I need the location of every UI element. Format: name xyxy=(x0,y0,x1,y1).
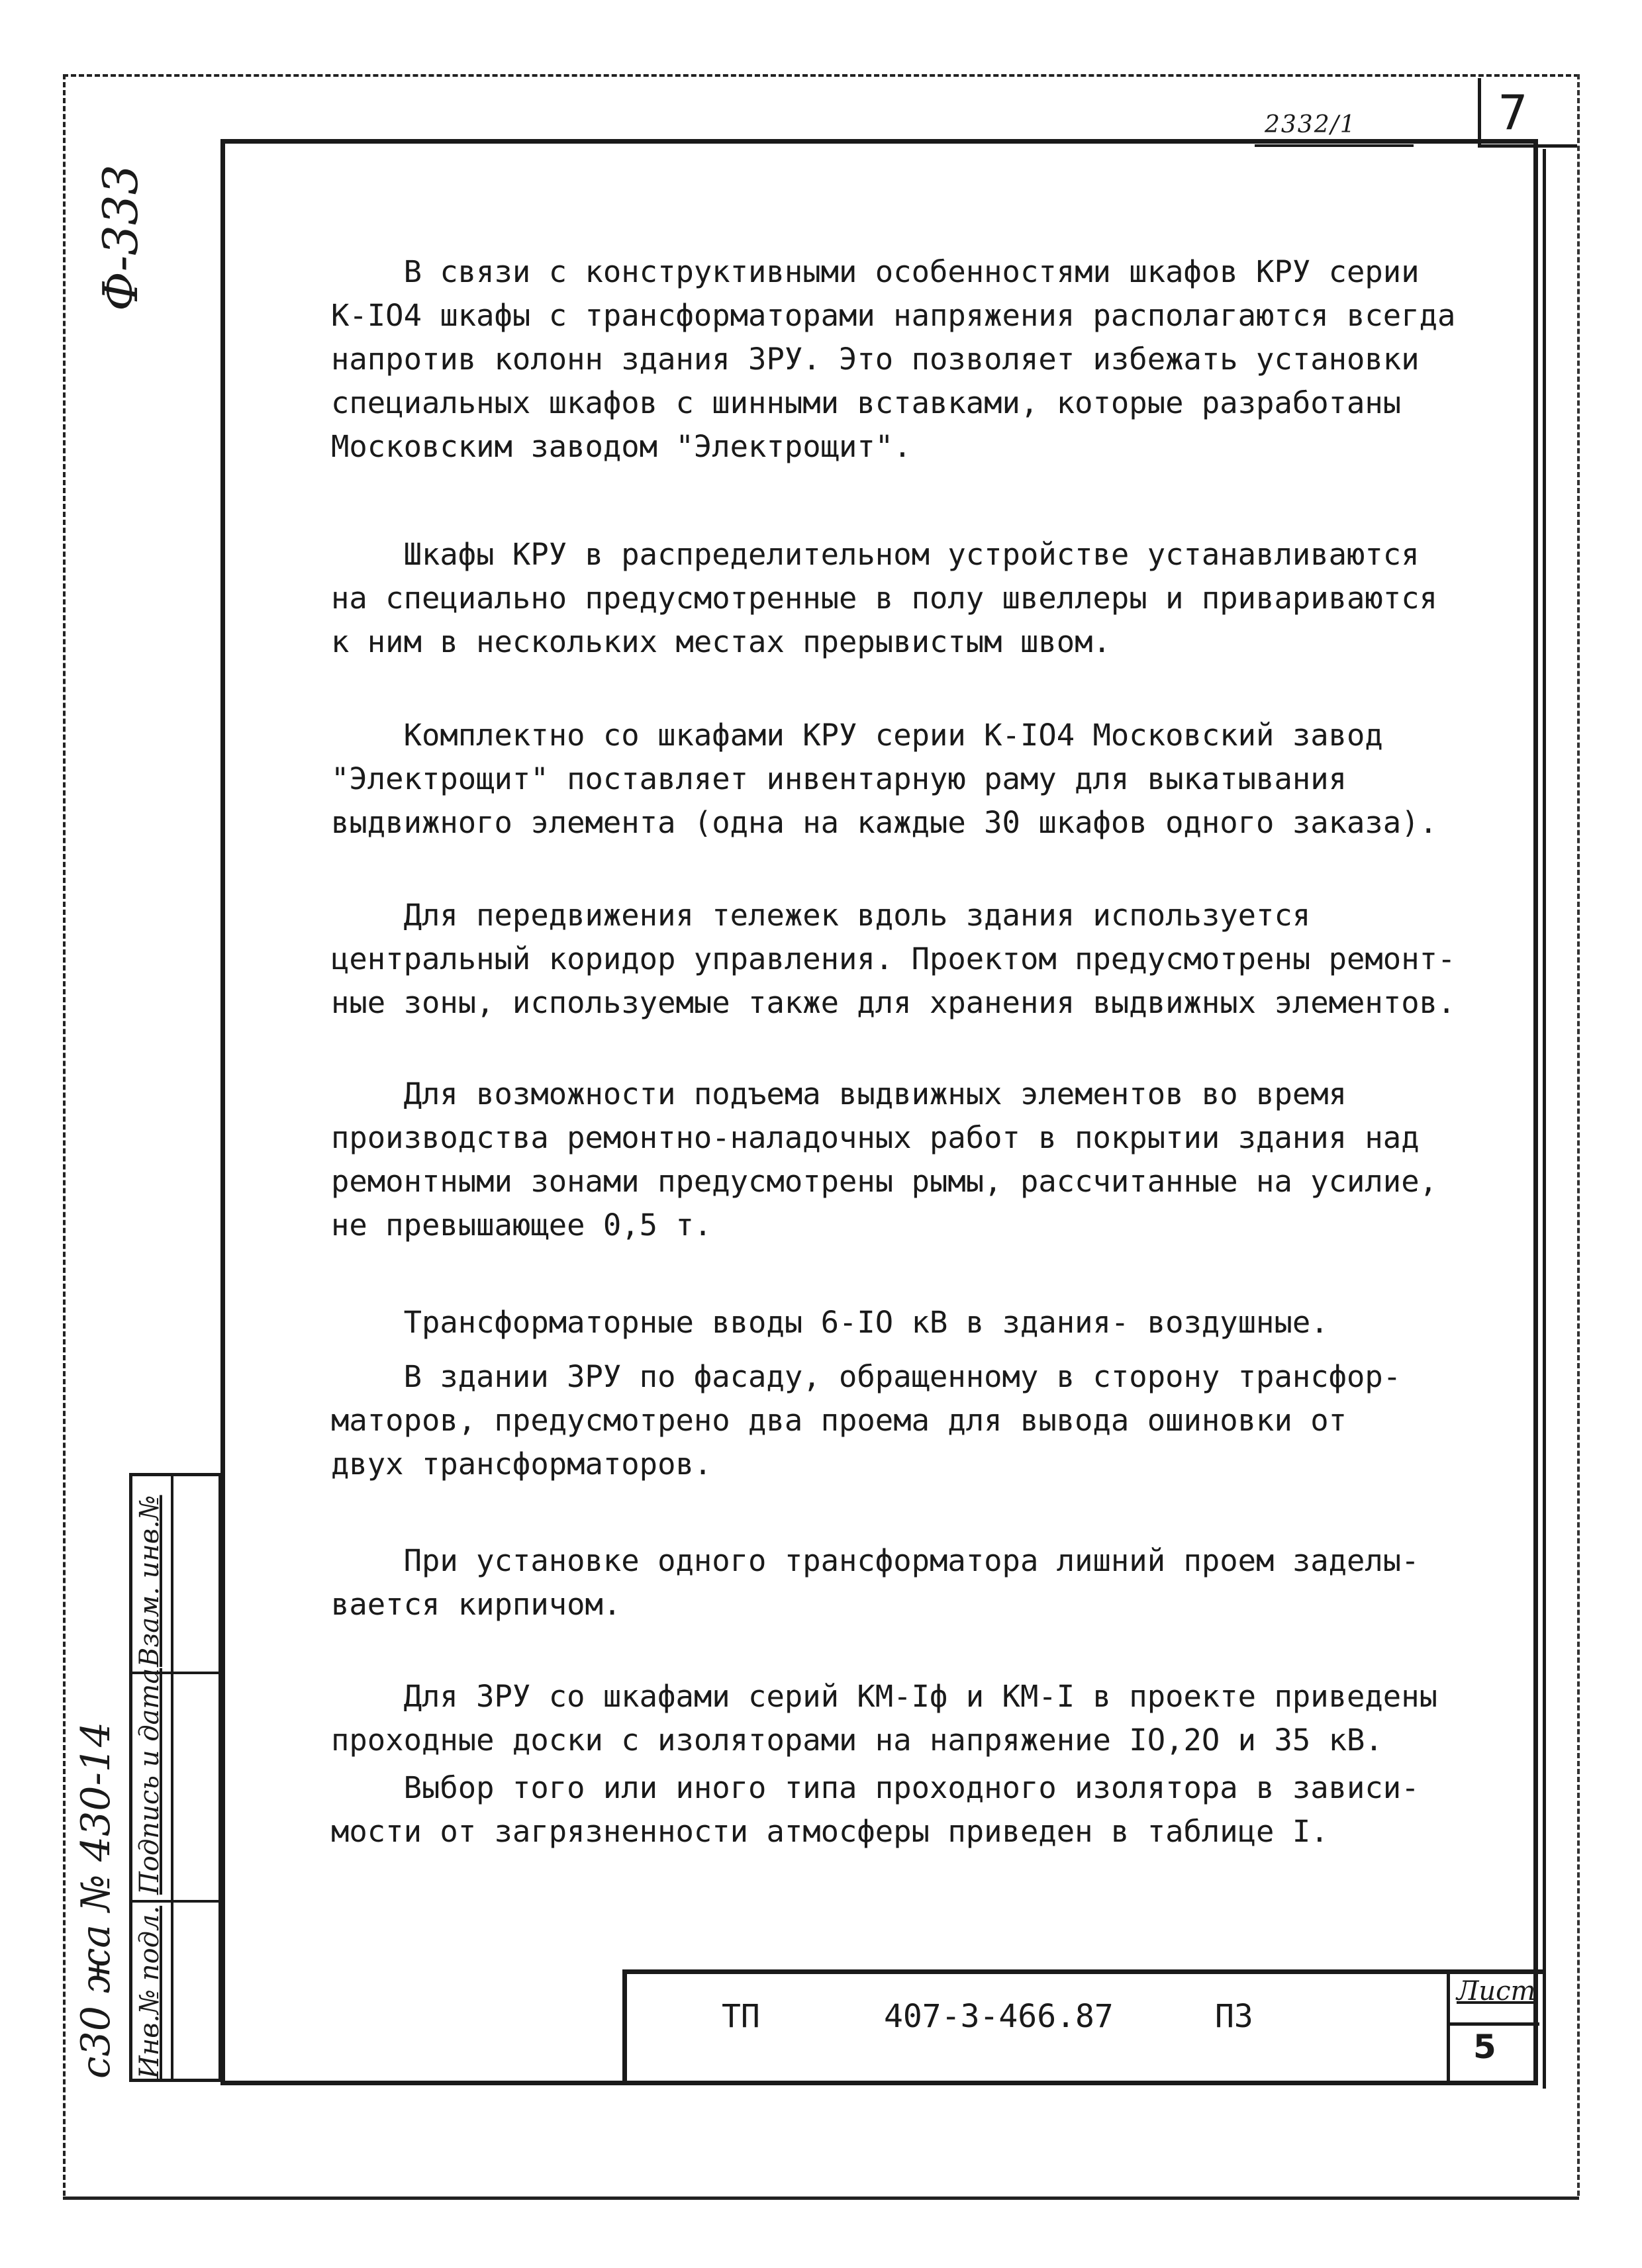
paragraph-line: В здании ЗРУ по фасаду, обращенному в сторону трансфор- xyxy=(331,1359,1402,1394)
stamp-signature-label: Подпись и дата xyxy=(134,1668,165,1895)
paragraph-line: производства ремонтно-наладочных работ в покрытии здания над xyxy=(331,1120,1420,1155)
paragraph-line: двух трансформаторов. xyxy=(331,1446,712,1482)
frame-right-line xyxy=(1543,149,1546,2089)
paragraph-line: При установке одного трансформатора лишний проем заделы- xyxy=(331,1543,1420,1578)
paragraph-line: Шкафы КРУ в распределительном устройстве устанавливаются xyxy=(331,537,1420,572)
paragraph-line: Выбор того или иного типа проходного изолятора в зависи- xyxy=(331,1770,1420,1805)
page-border-bottom xyxy=(63,2197,1579,2200)
sheet-number: 7 xyxy=(1498,85,1528,140)
paragraph-line: Московским заводом "Электрощит". xyxy=(331,429,912,464)
sheet-label: Лист xyxy=(1457,1976,1536,2007)
paragraph-line: специальных шкафов с шинными вставками, которые разработаны xyxy=(331,385,1402,420)
paragraph-line: Для возможности подъема выдвижных элементов во время xyxy=(331,1076,1347,1111)
title-block-suffix: ПЗ xyxy=(1215,1998,1253,2035)
title-block-prefix: ТП xyxy=(722,1998,760,2035)
paragraph-line: проходные доски с изоляторами на напряжение IО,2О и 35 кВ. xyxy=(331,1723,1383,1758)
page-number: 5 xyxy=(1473,2028,1496,2066)
handwritten-code-underline xyxy=(1255,144,1414,147)
paragraph-line: центральный коридор управления. Проектом предусмотрены ремонт- xyxy=(331,941,1456,976)
paragraph-line: ные зоны, используемые также для хранения выдвижных элементов. xyxy=(331,985,1456,1020)
paragraph-line: к ним в нескольких местах прерывистым швом. xyxy=(331,624,1111,659)
paragraph-line: напротив колонн здания ЗРУ. Это позволяет избежать установки xyxy=(331,342,1420,377)
paragraph-line: на специально предусмотренные в полу швеллеры и привариваются xyxy=(331,581,1437,616)
page-border-top xyxy=(63,74,1579,77)
margin-form-number: Ф-333 xyxy=(93,164,148,311)
paragraph-line: Для ЗРУ со шкафами серий КМ-Iф и КМ-I в проекте приведены xyxy=(331,1679,1437,1714)
paragraph-line: "Электрощит" поставляет инвентарную раму для выкатывания xyxy=(331,761,1347,796)
stamp-row-line xyxy=(129,1900,222,1903)
paragraph-line: не превышающее 0,5 т. xyxy=(331,1207,712,1243)
title-block-divider xyxy=(1447,1969,1450,2082)
title-block-divider xyxy=(1447,2022,1539,2026)
paragraph-line: К-IО4 шкафы с трансформаторами напряжения располагаются всегда xyxy=(331,298,1456,333)
paragraph-line: Комплектно со шкафами КРУ серии К-IО4 Московский завод xyxy=(331,718,1383,753)
paragraph-line: ремонтными зонами предусмотрены рымы, рассчитанные на усилие, xyxy=(331,1164,1437,1199)
handwritten-code: 2332/1 xyxy=(1265,111,1357,138)
document-number: 407-3-466.87 xyxy=(884,1998,1114,2035)
stamp-replace-label: Взам. инв.№ xyxy=(134,1495,165,1667)
stamp-divider xyxy=(171,1473,173,2082)
paragraph-line: В связи с конструктивными особенностями шкафов КРУ серии xyxy=(331,254,1420,289)
page-border-right xyxy=(1577,74,1580,2196)
paragraph-line: выдвижного элемента (одна на каждые 30 шкафов одного заказа). xyxy=(331,805,1437,840)
paragraph-line: вается кирпичом. xyxy=(331,1587,622,1622)
page-border-left xyxy=(63,74,66,2196)
paragraph-line: мости от загрязненности атмосферы приведен в таблице I. xyxy=(331,1814,1329,1849)
paragraph-line: Для передвижения тележек вдоль здания используется xyxy=(331,898,1311,933)
paragraph-line: Трансформаторные вводы 6-IО кВ в здания- воздушные. xyxy=(331,1305,1329,1340)
stamp-inv-label: Инв.№ подл. xyxy=(134,1905,165,2079)
margin-archive-note: с30 жа № 430-14 xyxy=(73,1721,119,2079)
paragraph-line: маторов, предусмотрено два проема для вывода ошиновки от xyxy=(331,1403,1347,1438)
